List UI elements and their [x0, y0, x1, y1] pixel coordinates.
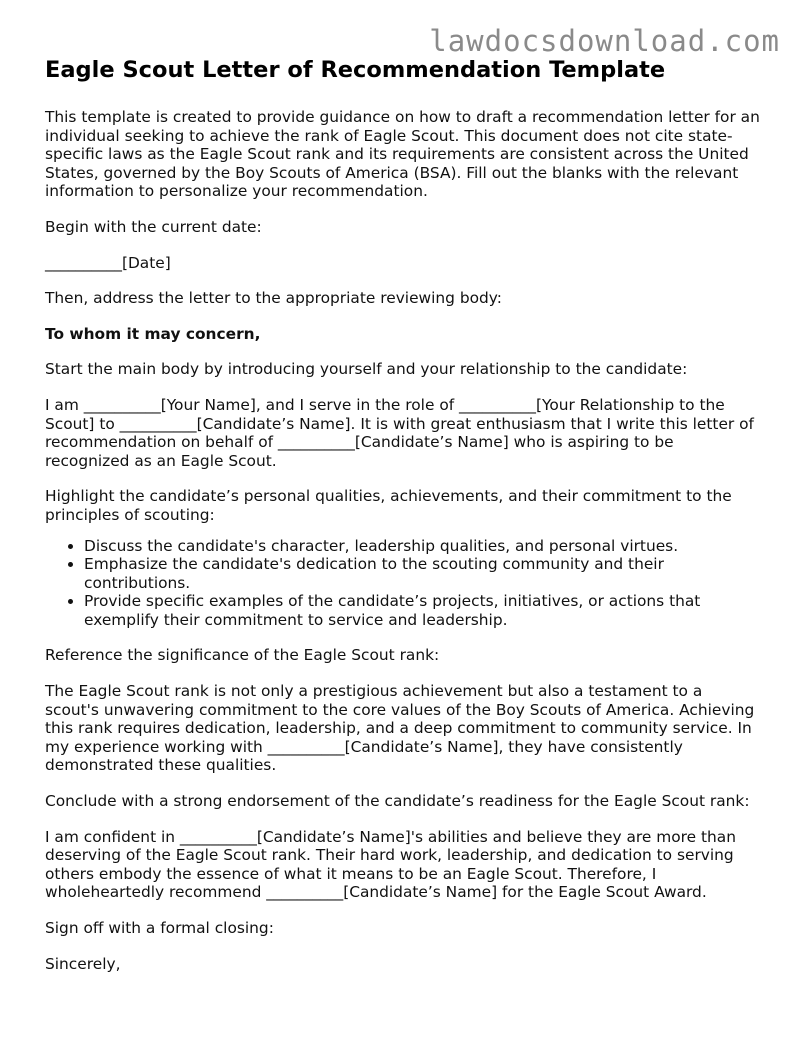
document-title: Eagle Scout Letter of Recommendation Template — [45, 57, 666, 83]
qualities-list — [45, 537, 761, 630]
introduction-paragraph: I am __________[Your Name], and I serve in the role of __________[Your Relationship to the Scout] to __________[Candidate’s Name]. It is with great enthusiasm that I write this letter of recommendation on behalf of __________[Candidate’s Name] who is aspiring to be recognized as an Eagle Scout. — [45, 395, 754, 470]
address-instruction: Then, address the letter to the appropriate reviewing body: — [45, 289, 502, 308]
conclude-instruction: Conclude with a strong endorsement of the candidate’s readiness for the Eagle Scout rank: — [45, 792, 750, 811]
signoff-instruction: Sign off with a formal closing: — [45, 919, 274, 937]
date-field: __________[Date] — [45, 253, 171, 272]
begin-date-instruction: Begin with the current date: — [45, 217, 262, 236]
list-item: • Discuss the candidate's character, leadership qualities, and personal virtues. — [84, 537, 761, 556]
main-body-instruction: Start the main body by introducing yourself and your relationship to the candidate: — [45, 360, 688, 379]
list-item: • Emphasize the candidate's dedication to the scouting community and their contributions. — [84, 555, 761, 592]
document-page — [45, 56, 761, 990]
significance-paragraph: The Eagle Scout rank is not only a prestigious achievement but also a testament to a scout's unwavering commitment to the core values of the Boy Scouts of America. Achieving this rank requires dedication, leadership, and a deep commitment to community service. In my experience working with __________[Candidate’s Name], they have consistently demonstrated these qualities. — [45, 682, 755, 775]
endorsement-paragraph: I am confident in __________[Candidate’s Name]'s abilities and believe they are more than deserving of the Eagle Scout rank. Their hard work, leadership, and dedication to serving others embody the essence of what it means to be an Eagle Scout. Therefore, I wholeheartedly recommend __________[Candidate’s Name] for the Eagle Scout Award. — [45, 827, 736, 902]
significance-instruction: Reference the significance of the Eagle Scout rank: — [45, 646, 440, 665]
intro-paragraph: This template is created to provide guidance on how to draft a recommendation letter for an individual seeking to achieve the rank of Eagle Scout. This document does not cite state-specific laws as the Eagle Scout rank and its requirements are consistent across the United States, governed by the Boy Scouts of America (BSA). Fill out the blanks with the relevant information to personalize your recommendation. — [45, 108, 760, 201]
salutation: To whom it may concern, — [45, 324, 261, 343]
highlight-instruction: Highlight the candidate’s personal qualities, achievements, and their commitment to the principles of scouting: — [45, 487, 732, 524]
closing: Sincerely, — [45, 954, 121, 973]
watermark: lawdocsdownload.com — [429, 24, 780, 58]
list-item: • Provide specific examples of the candidate’s projects, initiatives, or actions that exemplify their commitment to service and leadership. — [84, 592, 761, 629]
